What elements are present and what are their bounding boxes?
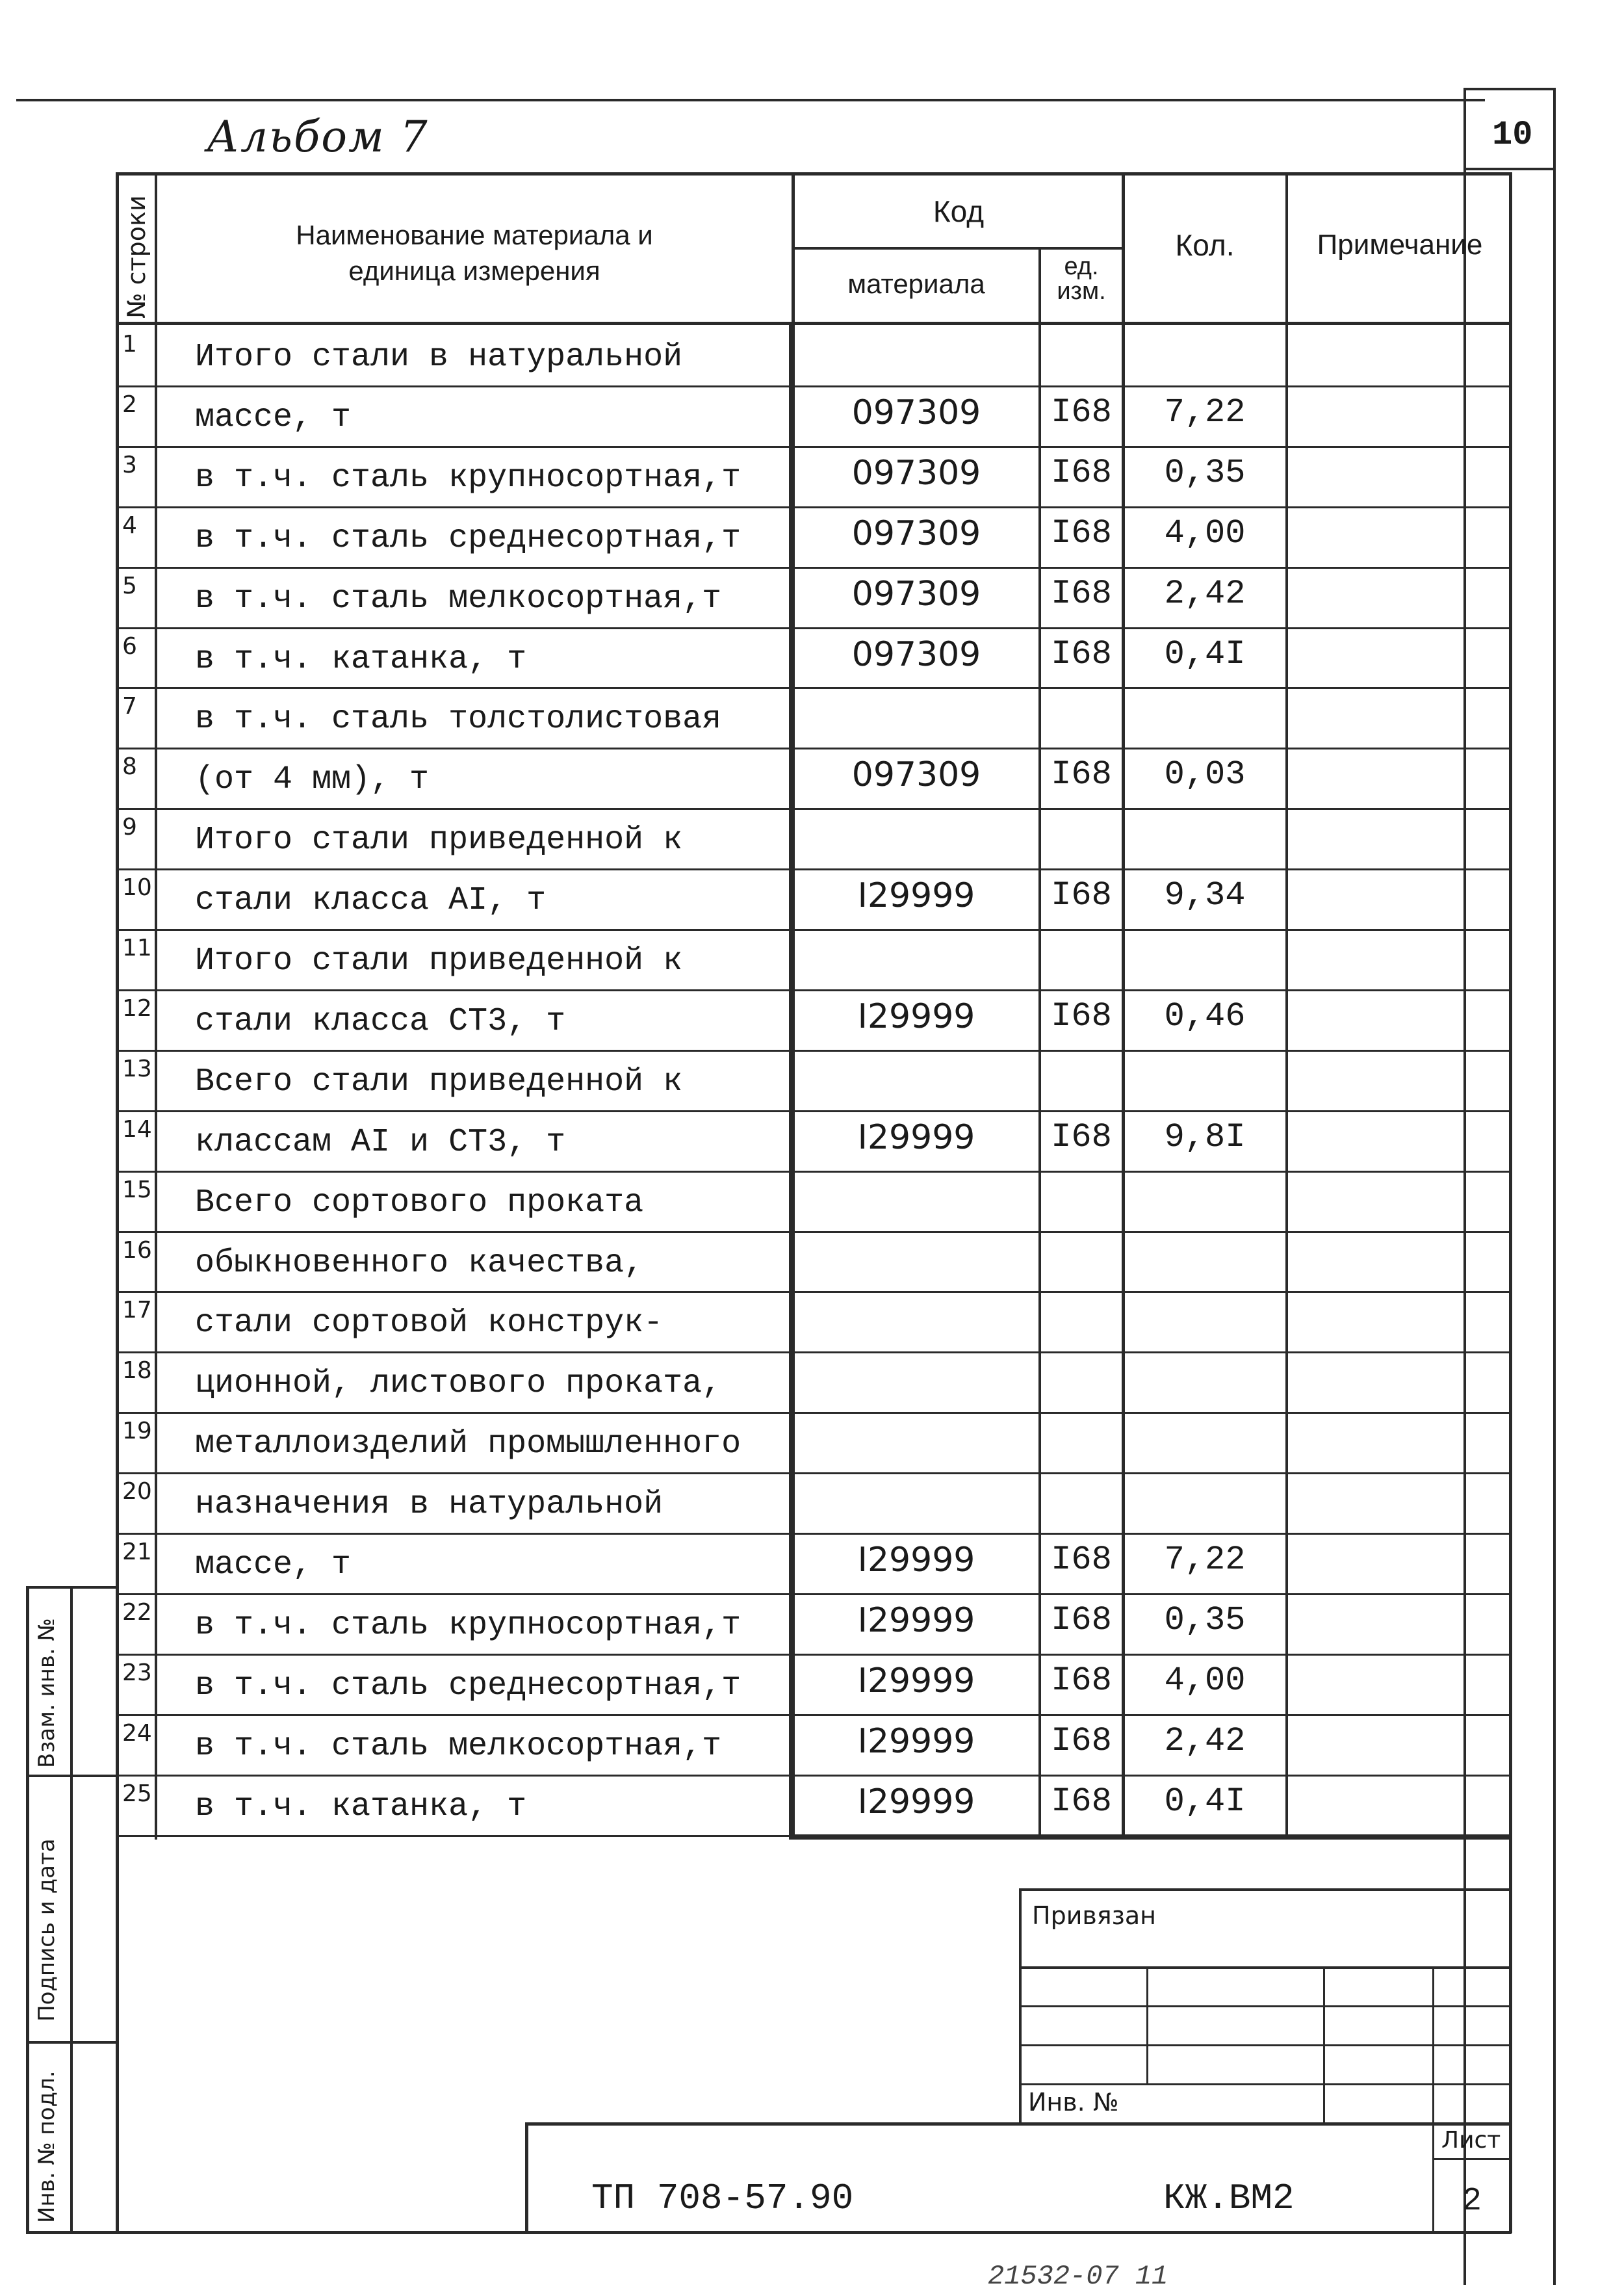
unit-code: I68: [1051, 393, 1112, 432]
material-name: металлоизделий промышленного: [195, 1426, 741, 1463]
quantity-value: 0,46: [1164, 997, 1246, 1035]
table-row: [0, 385, 1624, 446]
unit-code: I68: [1051, 1541, 1112, 1579]
material-code: 097309: [851, 393, 981, 432]
table-row: [0, 687, 1624, 748]
unit-code: I68: [1051, 1118, 1112, 1156]
material-name: стали класса СТ3, т: [195, 1003, 566, 1040]
quantity-value: [1124, 925, 1285, 985]
row-number: 24: [122, 1720, 152, 1747]
row-number: 10: [122, 874, 152, 901]
unit-code: [1041, 1227, 1122, 1287]
material-name: в т.ч. катанка, т: [195, 1788, 527, 1825]
unit-code: [1041, 1408, 1122, 1468]
side-label-signature: Подпись и дата: [34, 1838, 60, 2022]
header-code-material: материала: [847, 268, 985, 299]
material-name: (от 4 мм), т: [195, 761, 430, 798]
quantity-value: [1124, 321, 1285, 381]
table-row: [0, 1412, 1624, 1472]
quantity-value: [1124, 1408, 1285, 1468]
unit-code: I68: [1051, 755, 1112, 794]
material-code: I29999: [857, 876, 975, 915]
header-name-line2: единица измерения: [348, 255, 600, 286]
material-name: обыкновенного качества,: [195, 1245, 644, 1282]
table-row: [0, 446, 1624, 506]
material-name: назначения в натуральной: [195, 1486, 664, 1523]
header-row-no: № строки: [122, 195, 151, 319]
row-number: 11: [122, 935, 152, 961]
quantity-value: 2,42: [1164, 1722, 1246, 1760]
row-number: 9: [122, 814, 137, 840]
quantity-value: 4,00: [1164, 514, 1246, 553]
material-name: Итого стали приведенной к: [195, 943, 683, 980]
stamp-doc-code: КЖ.ВМ2: [1163, 2178, 1295, 2219]
unit-code: I68: [1051, 514, 1112, 553]
row-number: 4: [122, 512, 137, 539]
unit-code: I68: [1051, 1722, 1112, 1760]
table-row: [0, 868, 1624, 929]
row-number: 2: [122, 391, 137, 418]
material-name: массе, т: [195, 399, 352, 436]
row-number: 21: [122, 1539, 152, 1565]
quantity-value: [1124, 1287, 1285, 1347]
material-name: в т.ч. сталь толстолистовая: [195, 701, 722, 738]
material-name: в т.ч. сталь мелкосортная,т: [195, 1728, 722, 1765]
header-code-group: Код: [933, 194, 985, 228]
quantity-value: 7,22: [1164, 1541, 1246, 1579]
table-row: [0, 1050, 1624, 1110]
quantity-value: 9,8I: [1164, 1118, 1246, 1156]
material-code: [794, 804, 1038, 864]
material-name: в т.ч. сталь мелкосортная,т: [195, 580, 722, 618]
unit-code: [1041, 1468, 1122, 1528]
material-code: I29999: [857, 1601, 975, 1640]
side-label-inv-podl: Инв. № подл.: [34, 2070, 60, 2223]
material-code: [794, 1348, 1038, 1407]
header-quantity: Кол.: [1175, 228, 1235, 262]
quantity-value: [1124, 1167, 1285, 1227]
material-code: [794, 683, 1038, 743]
table-row: [0, 1714, 1624, 1775]
table-row: [0, 808, 1624, 868]
unit-code: [1041, 925, 1122, 985]
row-number: 8: [122, 753, 137, 780]
material-code: [794, 1287, 1038, 1347]
table-row: [0, 1472, 1624, 1533]
bottom-stamp-text: 21532-07 11: [988, 2261, 1168, 2292]
material-name: Всего стали приведенной к: [195, 1063, 683, 1100]
table-row: [0, 1593, 1624, 1654]
material-name: стали сортовой конструк-: [195, 1305, 664, 1342]
stamp-inv-label: Инв. №: [1028, 2088, 1119, 2116]
row-number: 23: [122, 1660, 152, 1686]
row-number: 1: [122, 331, 137, 358]
row-number: 6: [122, 633, 137, 660]
quantity-value: 0,35: [1164, 454, 1246, 492]
stamp-bound-label: Привязан: [1032, 1901, 1156, 1930]
table-row: [0, 929, 1624, 989]
row-number: 20: [122, 1478, 152, 1505]
material-name: массе, т: [195, 1546, 352, 1583]
material-code: [794, 321, 1038, 381]
header-code-unit-1: ед.: [1064, 253, 1099, 280]
unit-code: [1041, 1287, 1122, 1347]
table-row: [0, 627, 1624, 688]
row-divider: [116, 1835, 1512, 1837]
quantity-value: 0,4I: [1164, 1782, 1246, 1821]
stamp-sheet-number: 2: [1462, 2183, 1482, 2220]
table-row: [0, 1351, 1624, 1412]
material-code: I29999: [857, 1782, 975, 1821]
material-code: 097309: [851, 635, 981, 674]
material-code: I29999: [857, 997, 975, 1036]
unit-code: I68: [1051, 876, 1112, 915]
material-name: Итого стали в натуральной: [195, 339, 683, 376]
table-row: [0, 989, 1624, 1050]
table-row: [0, 1654, 1624, 1714]
material-name: Всего сортового проката: [195, 1184, 644, 1221]
stamp-doc-number: ТП 708-57.90: [591, 2178, 854, 2219]
header-code-unit-2: изм.: [1057, 278, 1106, 305]
material-code: 097309: [851, 755, 981, 794]
row-number: 14: [122, 1116, 152, 1143]
material-name: Итого стали приведенной к: [195, 822, 683, 859]
material-code: I29999: [857, 1722, 975, 1761]
row-number: 17: [122, 1297, 152, 1323]
table-row: [0, 567, 1624, 627]
table-row: [0, 748, 1624, 808]
header-name-line1: Наименование материала и: [296, 220, 653, 250]
row-number: 22: [122, 1599, 152, 1626]
unit-code: [1041, 804, 1122, 864]
unit-code: [1041, 321, 1122, 381]
quantity-value: 0,03: [1164, 755, 1246, 794]
material-code: 097309: [851, 514, 981, 553]
table-row: [0, 1231, 1624, 1292]
table-row: [0, 1533, 1624, 1593]
row-number: 3: [122, 452, 137, 478]
row-number: 25: [122, 1780, 152, 1807]
row-number: 12: [122, 995, 152, 1022]
table-row: [0, 506, 1624, 567]
quantity-value: 2,42: [1164, 575, 1246, 613]
unit-code: I68: [1051, 1661, 1112, 1700]
quantity-value: [1124, 804, 1285, 864]
page-corner-number: 10: [1492, 116, 1533, 154]
quantity-value: 0,35: [1164, 1601, 1246, 1639]
row-number: 19: [122, 1418, 152, 1444]
material-code: [794, 1167, 1038, 1227]
quantity-value: [1124, 1348, 1285, 1407]
header-note: Примечание: [1317, 229, 1483, 261]
material-name: стали класса АI, т: [195, 882, 547, 919]
material-code: I29999: [857, 1118, 975, 1157]
quantity-value: 9,34: [1164, 876, 1246, 915]
quantity-value: [1124, 1227, 1285, 1287]
material-name: в т.ч. катанка, т: [195, 641, 527, 678]
material-code: I29999: [857, 1541, 975, 1580]
quantity-value: [1124, 1046, 1285, 1106]
material-code: [794, 925, 1038, 985]
unit-code: I68: [1051, 635, 1112, 673]
material-name: в т.ч. сталь среднесортная,т: [195, 520, 741, 557]
quantity-value: [1124, 683, 1285, 743]
unit-code: I68: [1051, 575, 1112, 613]
material-code: [794, 1227, 1038, 1287]
quantity-value: 0,4I: [1164, 635, 1246, 673]
quantity-value: 7,22: [1164, 393, 1246, 432]
material-code: 097309: [851, 575, 981, 614]
material-code: [794, 1468, 1038, 1528]
row-number: 15: [122, 1177, 152, 1203]
material-name: классам АI и СТ3, т: [195, 1124, 566, 1161]
stamp-sheet-label: Лист: [1441, 2127, 1501, 2154]
table-row: [0, 325, 1624, 385]
unit-code: [1041, 1348, 1122, 1407]
unit-code: [1041, 1167, 1122, 1227]
unit-code: [1041, 1046, 1122, 1106]
row-number: 13: [122, 1056, 152, 1082]
material-name: ционной, листового проката,: [195, 1365, 722, 1402]
material-name: в т.ч. сталь крупносортная,т: [195, 1607, 741, 1644]
material-code: I29999: [857, 1661, 975, 1700]
quantity-value: [1124, 1468, 1285, 1528]
table-row: [0, 1110, 1624, 1171]
table-row: [0, 1171, 1624, 1231]
unit-code: I68: [1051, 454, 1112, 492]
material-code: 097309: [851, 454, 981, 493]
side-label-vzam: Взам. инв. №: [34, 1618, 60, 1768]
material-name: в т.ч. сталь крупносортная,т: [195, 460, 741, 497]
material-name: в т.ч. сталь среднесортная,т: [195, 1667, 741, 1704]
quantity-value: 4,00: [1164, 1661, 1246, 1700]
material-code: [794, 1046, 1038, 1106]
unit-code: I68: [1051, 1601, 1112, 1639]
table-row: [0, 1775, 1624, 1835]
unit-code: [1041, 683, 1122, 743]
row-number: 7: [122, 693, 137, 720]
table-row: [0, 1291, 1624, 1351]
row-number: 5: [122, 573, 137, 599]
row-number: 18: [122, 1357, 152, 1384]
unit-code: I68: [1051, 1782, 1112, 1821]
unit-code: I68: [1051, 997, 1112, 1035]
material-code: [794, 1408, 1038, 1468]
row-number: 16: [122, 1237, 152, 1264]
album-label: Альбом 7: [207, 112, 429, 162]
